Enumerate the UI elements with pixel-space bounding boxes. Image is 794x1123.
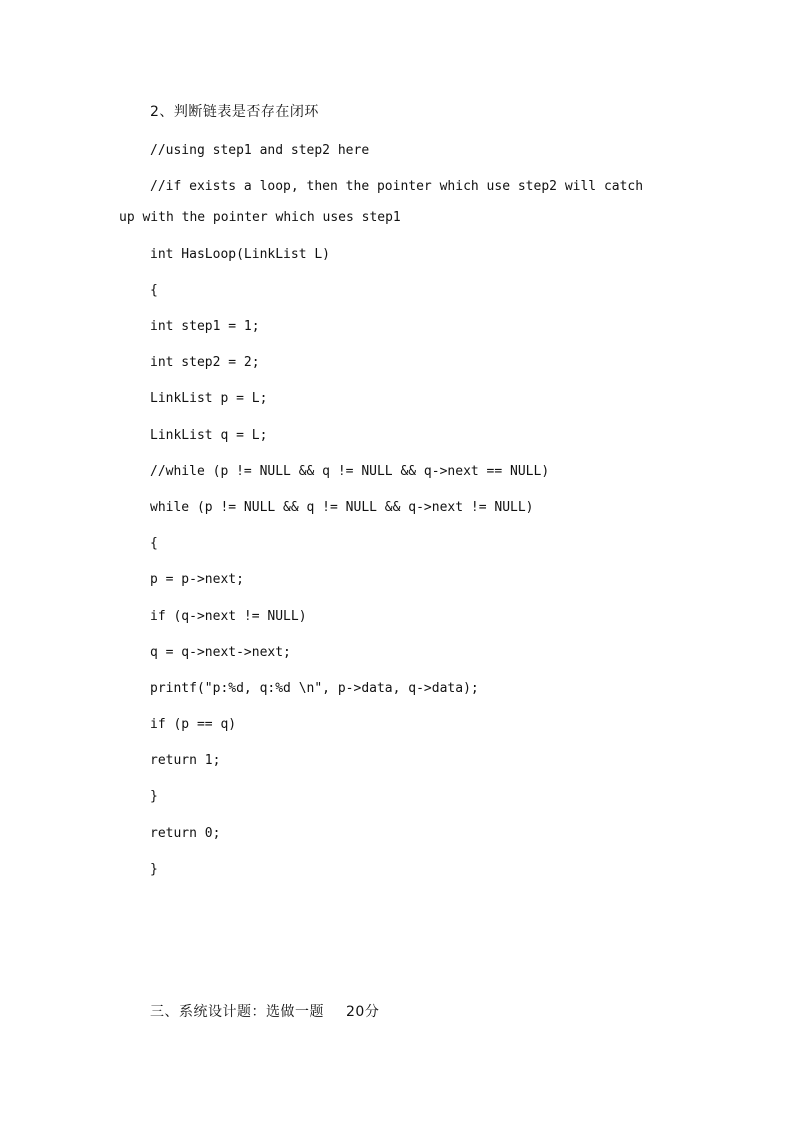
code-line: int step2 = 2;: [150, 355, 260, 370]
section-heading-loop-detection: 2、判断链表是否存在闭环: [150, 104, 319, 120]
code-line: while (p != NULL && q != NULL && q->next != NULL): [150, 500, 534, 515]
code-line: //while (p != NULL && q != NULL && q->next == NULL): [150, 464, 550, 479]
code-line: }: [150, 789, 158, 804]
code-line: printf("p:%d, q:%d \n", p->data, q->data);: [150, 681, 479, 696]
code-line: {: [150, 283, 158, 298]
code-line: int step1 = 1;: [150, 319, 260, 334]
code-line: q = q->next->next;: [150, 645, 291, 660]
section-points: 20分: [346, 1004, 380, 1020]
code-line: p = p->next;: [150, 572, 244, 587]
code-line: return 0;: [150, 826, 221, 841]
code-comment: //using step1 and step2 here: [150, 143, 370, 158]
code-line: }: [150, 862, 158, 877]
code-line: if (q->next != NULL): [150, 609, 307, 624]
code-comment-continuation: up with the pointer which uses step1: [119, 210, 401, 225]
section-heading-system-design: [150, 1003, 379, 1021]
section-heading-text: 三、系统设计题：选做一题: [150, 1004, 324, 1020]
code-line: LinkList q = L;: [150, 428, 268, 443]
code-comment: //if exists a loop, then the pointer which use step2 will catch: [150, 179, 644, 194]
code-line: if (p == q): [150, 717, 237, 732]
code-line: LinkList p = L;: [150, 391, 268, 406]
code-line: return 1;: [150, 753, 221, 768]
code-line: int HasLoop(LinkList L): [150, 247, 331, 262]
code-line: {: [150, 536, 158, 551]
